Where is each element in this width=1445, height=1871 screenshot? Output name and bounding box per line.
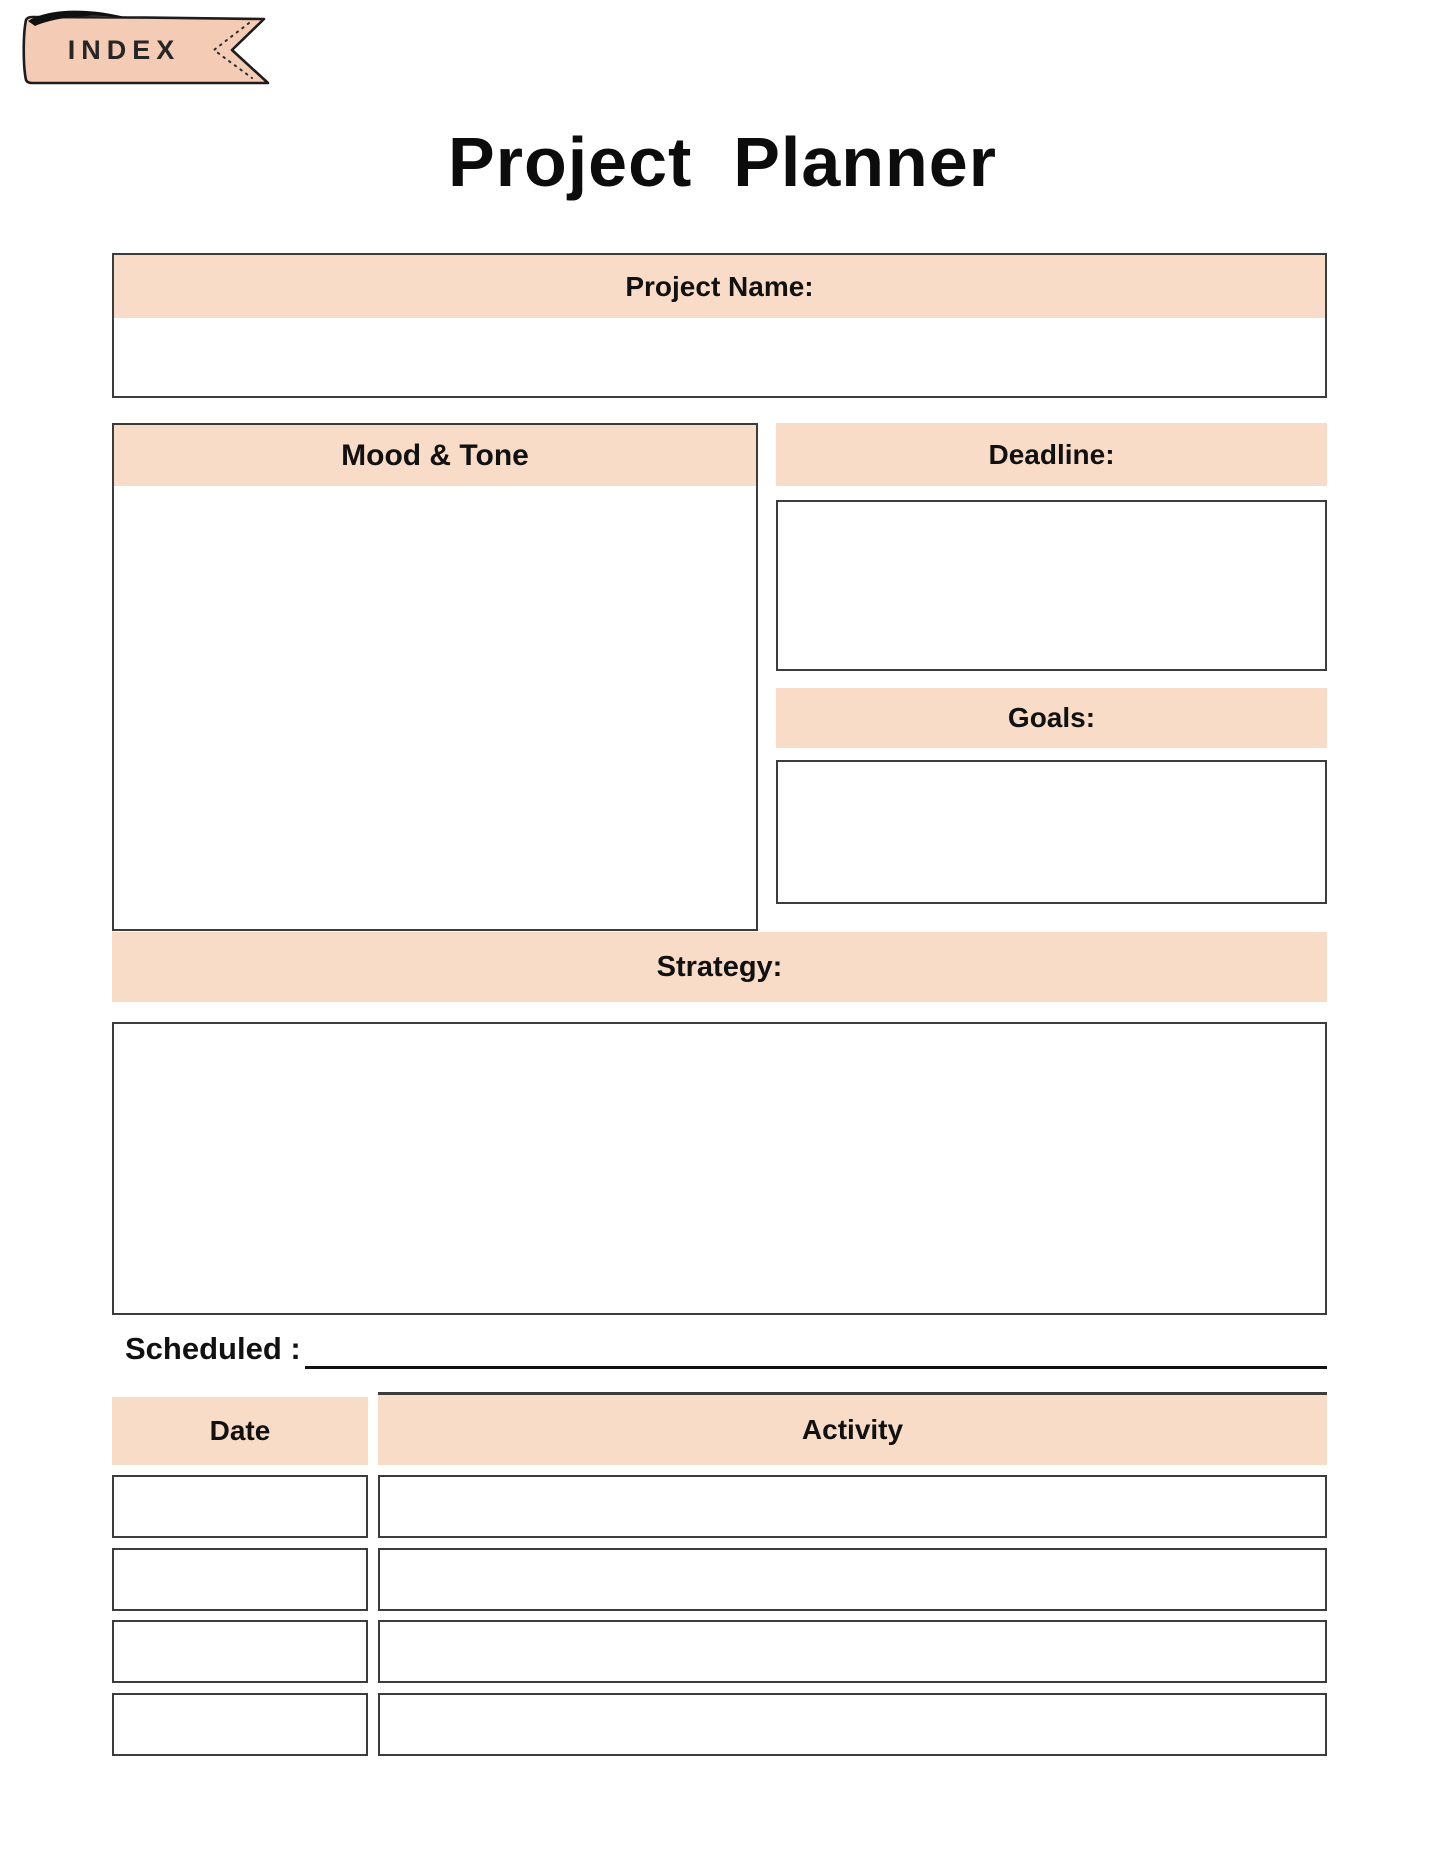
mood-tone-section <box>112 423 758 931</box>
table-row-4-activity-cell[interactable] <box>378 1693 1327 1756</box>
deadline-label: Deadline: <box>988 438 1115 470</box>
deadline-header <box>776 423 1327 486</box>
project-name-section <box>112 253 1327 398</box>
table-row-2-date-cell[interactable] <box>112 1548 368 1611</box>
scheduled-label: Scheduled : <box>125 1331 301 1366</box>
mood-tone-header <box>114 425 756 486</box>
mood-tone-label: Mood & Tone <box>341 438 529 472</box>
table-row-4-date-cell[interactable] <box>112 1693 368 1756</box>
table-header-date <box>112 1397 368 1465</box>
table-row-2-activity-cell[interactable] <box>378 1548 1327 1611</box>
goals-header <box>776 688 1327 748</box>
table-header-activity <box>378 1392 1327 1465</box>
activity-header-label: Activity <box>801 1414 904 1445</box>
project-name-label: Project Name: <box>625 270 814 302</box>
project-name-input[interactable] <box>114 318 1325 396</box>
deadline-input[interactable] <box>776 500 1327 671</box>
table-row-3-date-cell[interactable] <box>112 1620 368 1683</box>
table-row-3-activity-cell[interactable] <box>378 1620 1327 1683</box>
strategy-label: Strategy: <box>656 950 783 983</box>
table-row-1-date-cell[interactable] <box>112 1475 368 1538</box>
table-row-1-activity-cell[interactable] <box>378 1475 1327 1538</box>
index-tab[interactable] <box>20 10 272 90</box>
goals-input[interactable] <box>776 760 1327 904</box>
project-name-header <box>114 255 1325 318</box>
strategy-input[interactable] <box>112 1022 1327 1315</box>
date-header-label: Date <box>209 1415 271 1446</box>
mood-tone-input[interactable] <box>114 486 756 929</box>
goals-label: Goals: <box>1007 702 1096 733</box>
index-tab-label: INDEX <box>67 35 181 65</box>
strategy-header <box>112 932 1327 1002</box>
scheduled-input-line[interactable] <box>305 1366 1327 1369</box>
page-title: Project Planner <box>448 123 997 201</box>
